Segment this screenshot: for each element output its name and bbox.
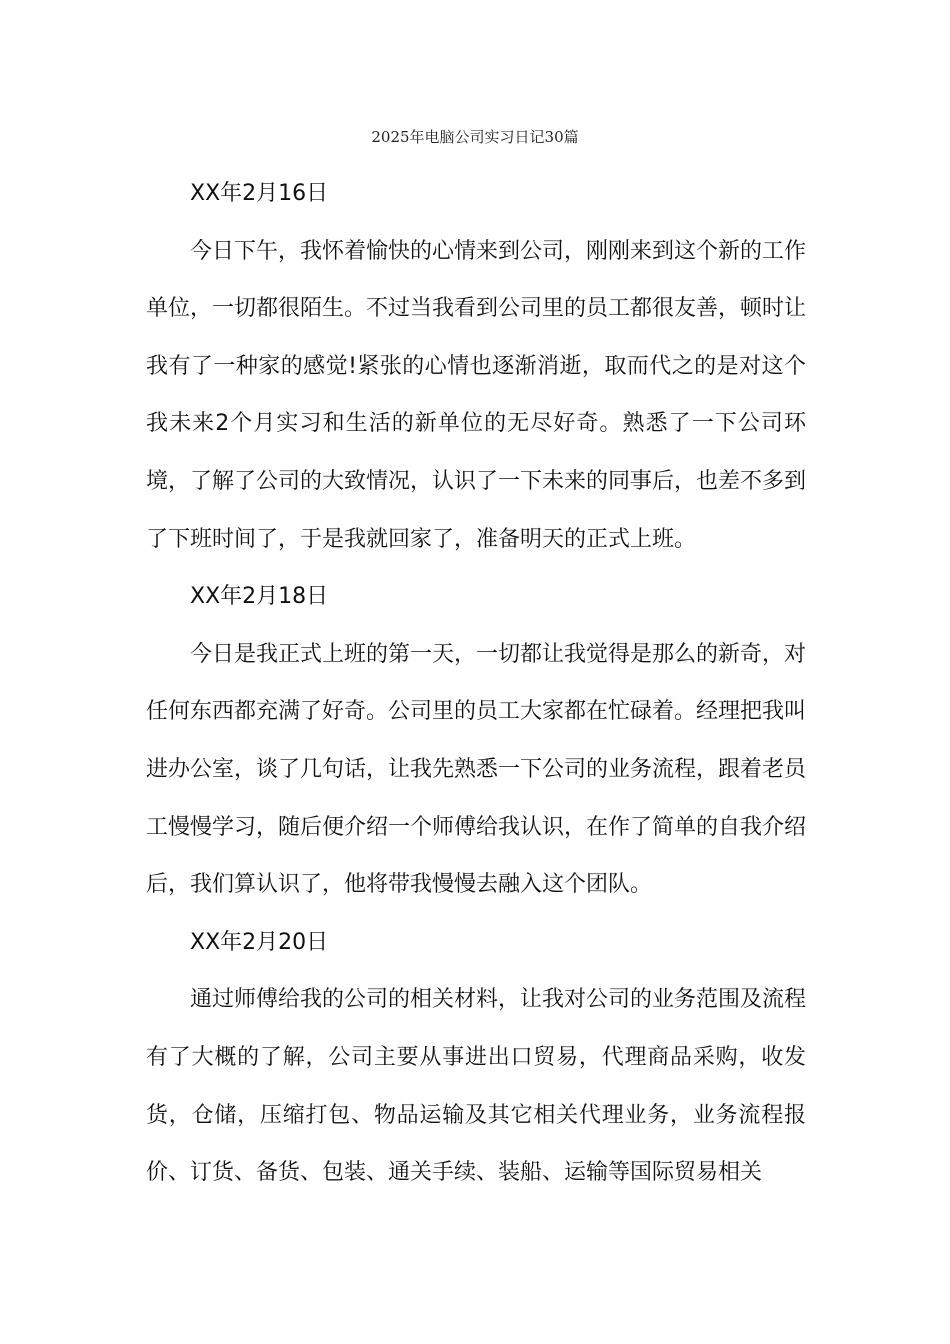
- document-title: 2025年电脑公司实习日记30篇: [371, 128, 579, 146]
- diary-entry: 今日是我正式上班的第一天，一切都让我觉得是那么的新奇，对任何东西都充满了好奇。公司里的员工大家都在忙碌着。经理把我叫进办公室，谈了几句话，让我先熟悉一下公司的业务流程，跟着老员工慢慢学习，随后便介绍一个师傅给我认识，在作了简单的自我介绍后，我们算认识了，他将带我慢慢去融入这个团队。: [146, 641, 807, 898]
- diary-date: XX年2月16日: [190, 181, 329, 206]
- diary-date: XX年2月20日: [190, 929, 329, 955]
- diary-entry: 今日下午，我怀着愉快的心情来到公司，刚刚来到这个新的工作单位，一切都很陌生。不过当我看到公司里的员工都很友善，顿时让我有了一种家的感觉!紧张的心情也逐渐消逝，取而代之的是对这个我未来2个月实习和生活的新单位的无尽好奇。熟悉了一下公司环境，了解了公司的大致情况，认识了一下未来的同事后，也差不多到了下班时间了，于是我就回家了，准备明天的正式上班。: [146, 238, 807, 552]
- diary-date: XX年2月18日: [190, 584, 329, 610]
- diary-entry: 通过师傅给我的公司的相关材料，让我对公司的业务范围及流程有了大概的了解，公司主要从事进出口贸易，代理商品采购，收发货，仓储，压缩打包、物品运输及其它相关代理业务，业务流程报价、订货、备货、包装、通关手续、装船、运输等国际贸易相关: [146, 987, 807, 1186]
- document-body: [146, 165, 806, 1202]
